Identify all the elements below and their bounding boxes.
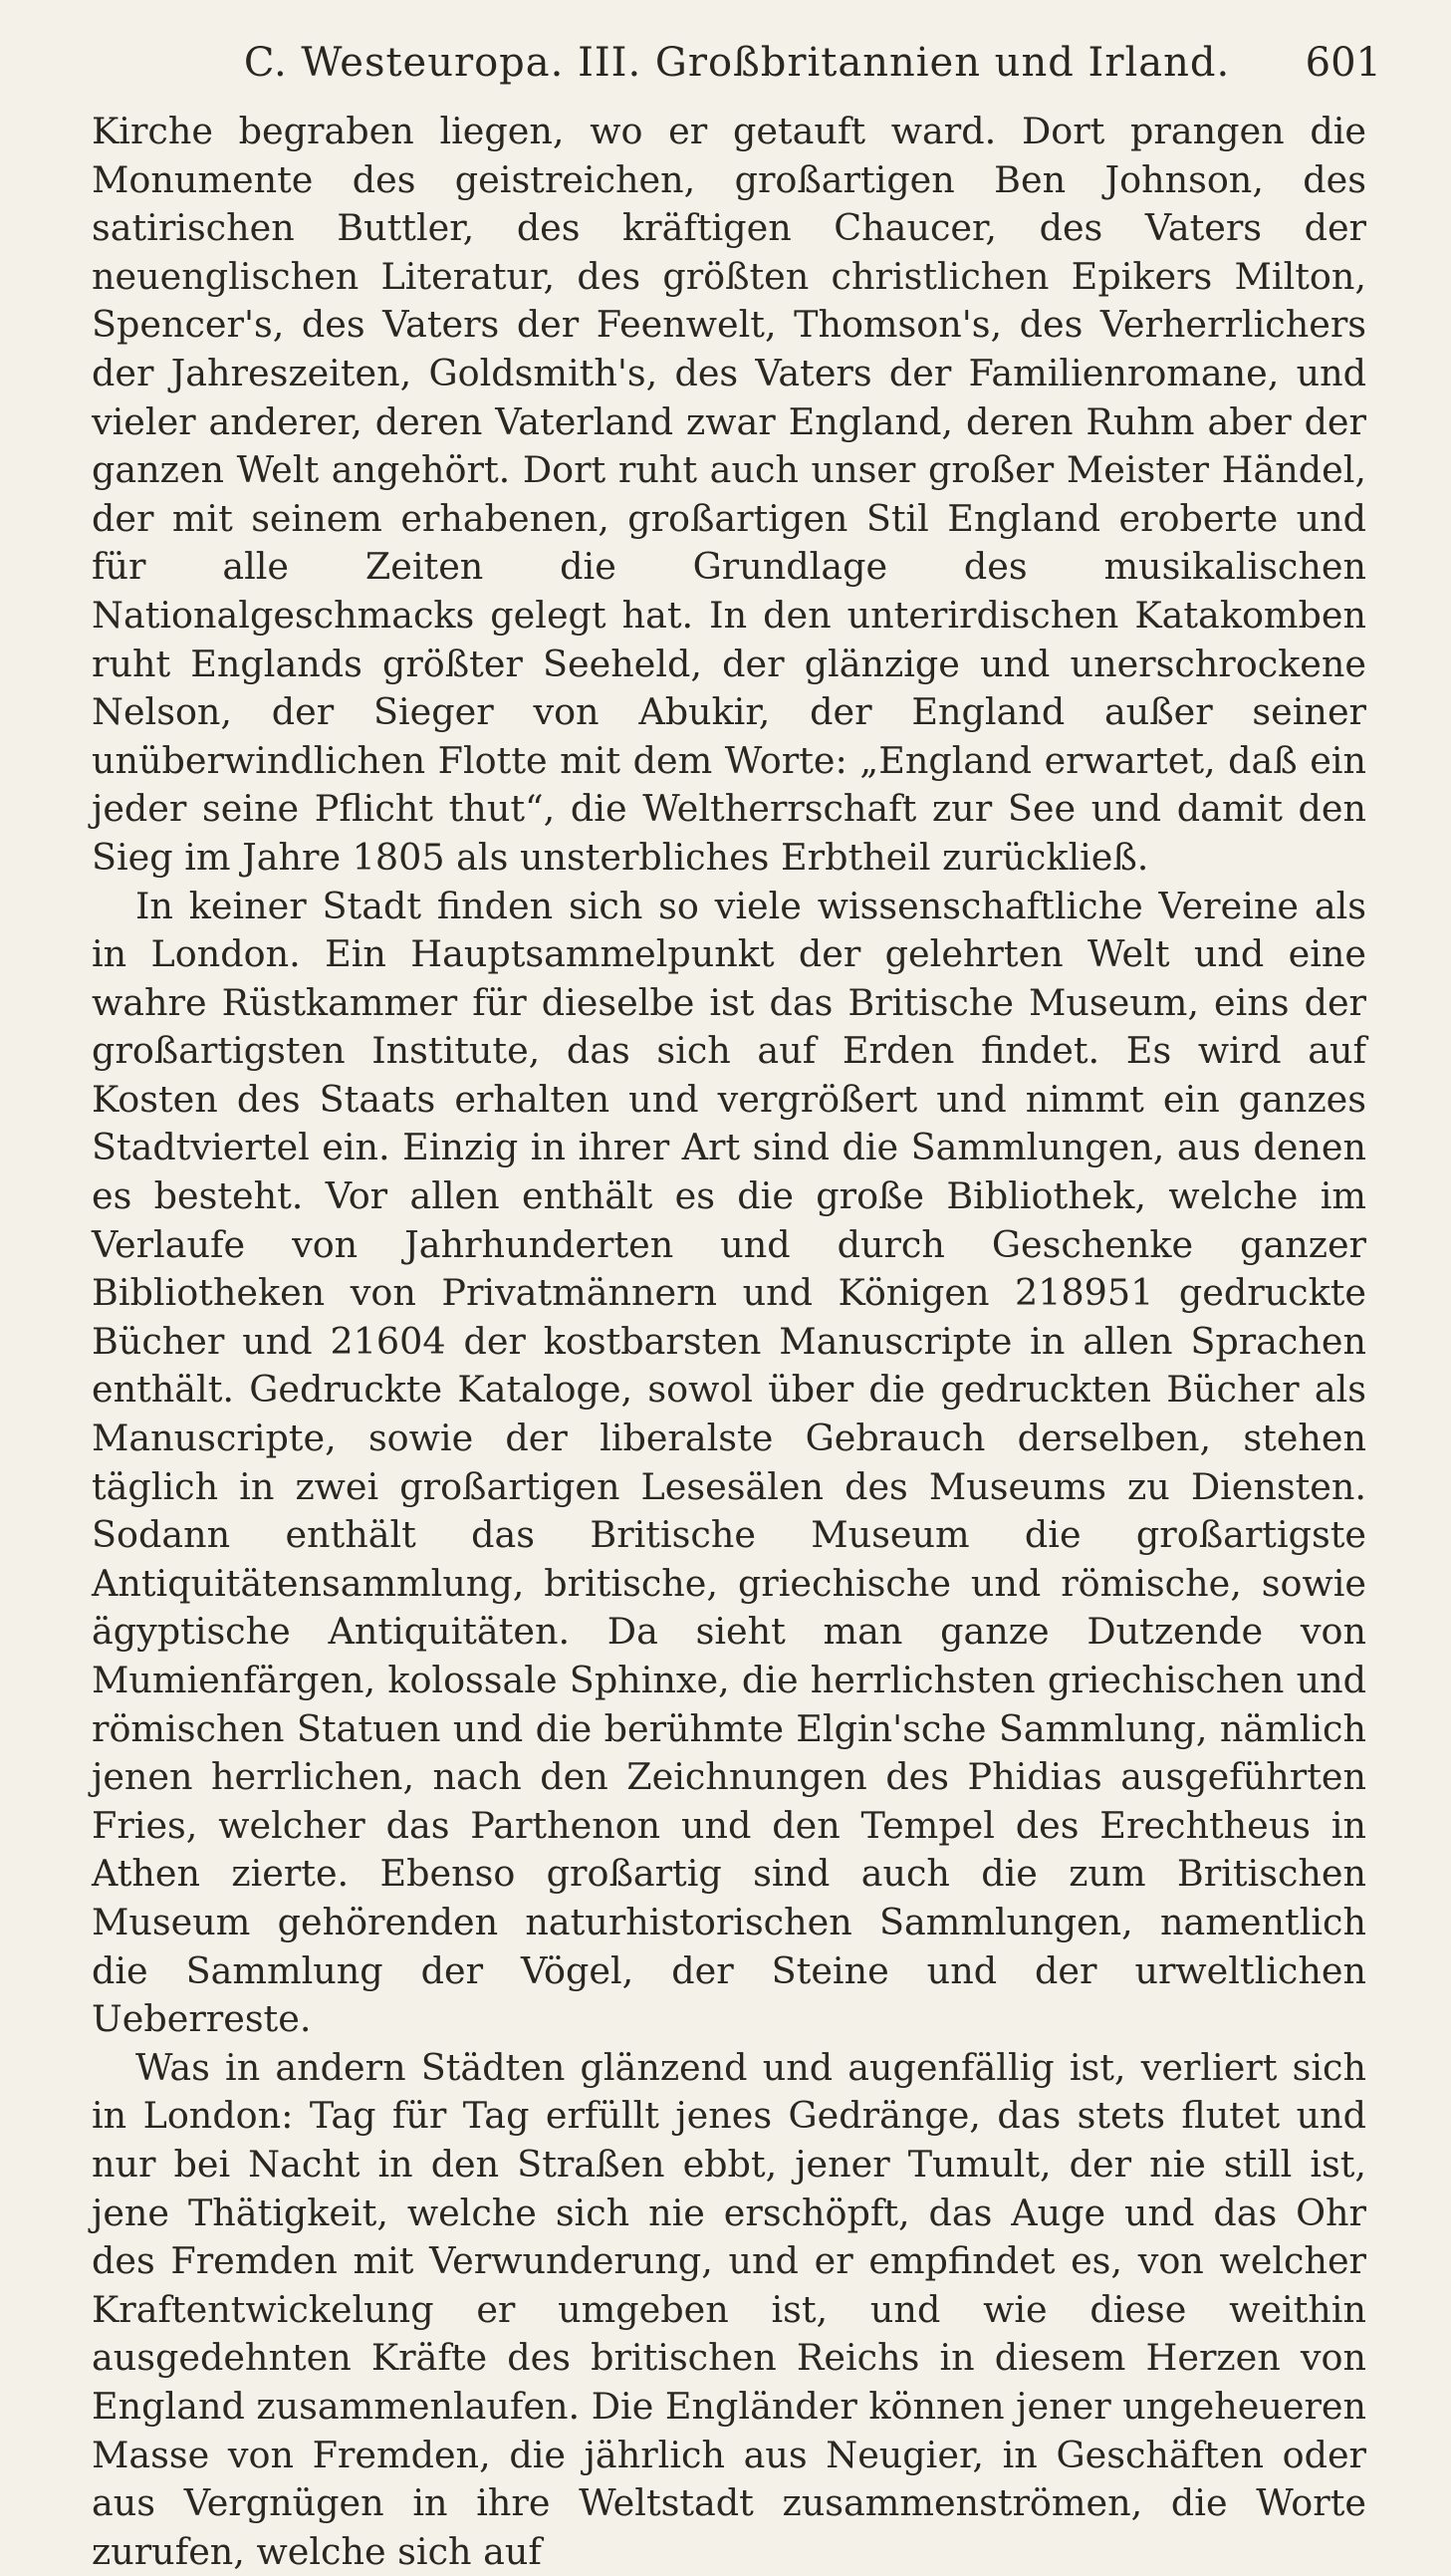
paragraph-westminster: Kirche begraben liegen, wo er getauft ward. Dort prangen die Monumente des geistreichen, großartigen Ben Johnson, des satirischen Buttler, des kräftigen Chaucer, des Vaters der neuenglischen Literatur, des größten christlichen Epikers Milton, Spencer's, des Vaters der Feenwelt, Thomson's, des Verherrlichers der Jahreszeiten, Goldsmith's, des Vaters der Familienromane, und vieler anderer, deren Vaterland zwar England, deren Ruhm aber der ganzen Welt angehört. Dort ruht auch unser großer Meister Händel, der mit seinem erhabenen, großartigen Stil England eroberte und für alle Zeiten die Grundlage des musikalischen Nationalgeschmacks gelegt hat. In den unterirdischen Katakomben ruht Englands größter Seeheld, der glänzige und unerschrockene Nelson, der Sieger von Abukir, der England außer seiner unüberwindlichen Flotte mit dem Worte: „England erwartet, daß ein jeder seine Pflicht thut“, die Weltherrschaft zur See und damit den Sieg im Jahre 1805 als unsterbliches Erbtheil zurückließ. [92,110,1366,879]
page-header [159,40,1381,100]
body-text [92,108,1366,2576]
running-head: C. Westeuropa. III. Großbritannien und Irland. [243,40,1231,86]
page-number: 601 [1305,40,1381,86]
paragraph-london-city-life: Was in andern Städten glänzend und augenfällig ist, verliert sich in London: Tag für Tag erfüllt jenes Gedränge, das stets flutet und nur bei Nacht in den Straßen ebbt, jener Tumult, der nie still ist, jene Thätigkeit, welche sich nie erschöpft, das Auge und das Ohr des Fremden mit Verwunderung, und er empfindet es, von welcher Kraftentwickelung er umgeben ist, und wie diese weithin ausgedehnten Kräfte des britischen Reichs in diesem Herzen von England zusammenlaufen. Die Engländer können jener ungeheueren Masse von Fremden, die jährlich aus Neugier, in Geschäften oder aus Vergnügen in ihre Weltstadt zusammenströmen, die Worte zurufen, welche sich auf [92,2045,1367,2573]
paragraph-british-museum: In keiner Stadt finden sich so viele wissenschaftliche Vereine als in London. Ein Hauptsammelpunkt der gelehrten Welt und eine wahre Rüstkammer für dieselbe ist das Britische Museum, eins der großartigsten Institute, das sich auf Erden findet. Es wird auf Kosten des Staats erhalten und vergrößert und nimmt ein ganzes Stadtviertel ein. Einzig in ihrer Art sind die Sammlungen, aus denen es besteht. Vor allen enthält es die große Bibliothek, welche im Verlaufe von Jahrhunderten und durch Geschenke ganzer Bibliotheken von Privatmännern und Königen 218951 gedruckte Bücher und 21604 der kostbarsten Manuscripte in allen Sprachen enthält. Gedruckte Kataloge, sowol über die gedruckten Bücher als Manuscripte, sowie der liberalste Gebrauch derselben, stehen täglich in zwei großartigen Lesesälen des Museums zu Diensten. Sodann enthält das Britische Museum die großartigste Antiquitätensammlung, britische, griechische und römische, sowie ägyptische Antiquitäten. Da sieht man ganze Dutzende von Mumienfärgen, kolossale Sphinxe, die herrlichsten griechischen und römischen Statuen und die berühmte Elgin'sche Sammlung, nämlich jenen herrlichen, nach den Zeichnungen des Phidias ausgeführten Fries, welcher das Parthenon und den Tempel des Erechtheus in Athen zierte. Ebenso großartig sind auch die zum Britischen Museum gehörenden naturhistorischen Sammlungen, namentlich die Sammlung der Vögel, der Steine und der urweltlichen Ueberreste. [92,884,1366,2041]
